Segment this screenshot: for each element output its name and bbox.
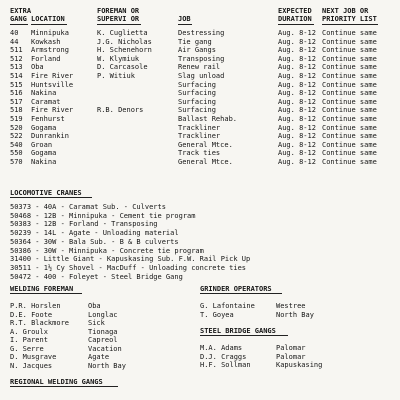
header-duration: EXPECTED DURATION <box>278 7 312 23</box>
gang-job: Surfacing <box>178 89 216 98</box>
table-row <box>0 132 400 140</box>
table-row <box>0 81 400 89</box>
welding-foreman-name: I. Parent <box>10 336 48 344</box>
header-job: JOB <box>178 15 191 23</box>
gang-duration: Aug. 8-12 <box>278 72 316 80</box>
crane-entry: 50472 - 400 - Foleyet - Steel Bridge Gang <box>10 272 183 281</box>
welding-foreman-name: P.R. Horslen <box>10 302 61 310</box>
gang-duration: Aug. 8-12 <box>278 140 316 149</box>
gang-job: Ballast Rehab. <box>178 115 238 123</box>
gang-foreman: R.B. Denors <box>97 106 144 115</box>
grinder-operator-place: North Bay <box>276 310 314 319</box>
gang-number: 540 <box>10 140 23 149</box>
gang-job: Destressing <box>178 29 225 37</box>
welding-foreman-place: Vacation <box>88 344 122 353</box>
crane-entry: 31400 - Little Giant - Kapuskasing Sub. F.W. Rail Pick Up <box>10 255 251 264</box>
gang-location: Kowkash <box>31 37 61 46</box>
gang-number: 520 <box>10 123 23 132</box>
gang-location: Nakina <box>31 158 57 166</box>
gang-next-job: Continue same <box>322 123 377 132</box>
welding-foreman-place: Agate <box>88 353 110 361</box>
gang-location: Gogama <box>31 149 57 158</box>
gang-job: Trackliner <box>178 123 221 132</box>
welding-foreman-place: Oba <box>88 302 101 310</box>
gang-next-job: Continue same <box>322 46 377 55</box>
gang-foreman: K. Cuglietta <box>97 29 148 37</box>
gang-location: Fire River <box>31 106 74 115</box>
welding-foreman-name: R.T. Blackmore <box>10 319 70 327</box>
crane-entry: 50386 - 30W - Minnipuka - Concrete tie program <box>10 246 204 255</box>
gang-foreman: D. Carcasole <box>97 63 148 72</box>
table-row <box>0 106 400 114</box>
header-location: LOCATION <box>31 15 65 23</box>
gang-next-job: Continue same <box>322 149 377 158</box>
gang-duration: Aug. 8-12 <box>278 46 316 55</box>
gang-location: Groan <box>31 140 53 149</box>
header-next: NEXT JOB OR PRIORITY LIST <box>322 7 377 23</box>
gang-foreman: W. Klymiuk <box>97 54 140 63</box>
welding-foreman-name: G. Serre <box>10 344 44 353</box>
gang-job: Surfacing <box>178 97 216 106</box>
gang-next-job: Continue same <box>322 29 377 37</box>
gang-next-job: Continue same <box>322 106 377 115</box>
welding-foreman-name: A. Groulx <box>10 327 48 336</box>
table-row <box>0 38 400 46</box>
gang-number: 40 <box>10 29 19 37</box>
table-row <box>0 124 400 132</box>
gang-number: 550 <box>10 149 23 158</box>
table-row <box>0 149 400 157</box>
header-rule-gang <box>10 24 28 25</box>
bridge-title: STEEL BRIDGE GANGS <box>200 327 276 335</box>
gang-job: Air Gangs <box>178 46 216 55</box>
table-row <box>0 46 400 54</box>
table-row <box>0 89 400 97</box>
welding-foreman-name: N. Jacques <box>10 361 53 370</box>
table-row <box>0 141 400 149</box>
gang-next-job: Continue same <box>322 80 377 89</box>
grinder-title: GRINDER OPERATORS <box>200 285 272 293</box>
gang-job: Surfacing <box>178 106 216 115</box>
gang-job: Track ties <box>178 149 221 158</box>
gang-next-job: Continue same <box>322 72 377 80</box>
regional-title-rule <box>10 386 118 387</box>
crane-entry: 50373 - 40A - Caramat Sub. - Culverts <box>10 203 166 211</box>
gang-duration: Aug. 8-12 <box>278 80 316 89</box>
bridge-gang-name: D.J. Craggs <box>200 352 247 361</box>
welding-foreman-place: Tionaga <box>88 327 118 336</box>
regional-title: REGIONAL WELDING GANGS <box>10 378 103 386</box>
gang-next-job: Continue same <box>322 54 377 63</box>
gang-job: Transposing <box>178 54 225 63</box>
gang-duration: Aug. 8-12 <box>278 37 316 46</box>
crane-entry: 30511 - 1½ Cy Shovel - MacDuff - Unloading concrete ties <box>10 263 247 272</box>
table-row <box>0 115 400 123</box>
gang-number: 570 <box>10 158 23 166</box>
welding-foreman-name: D.E. Foote <box>10 310 53 319</box>
crane-entry: 50364 - 30W - Bala Sub. - B & B culverts <box>10 237 179 246</box>
welding-foreman-place: Capreol <box>88 336 118 344</box>
crane-entry: 50383 - 12B - Forland - Transposing <box>10 220 158 229</box>
table-row <box>0 55 400 63</box>
gang-number: 519 <box>10 115 23 123</box>
gang-duration: Aug. 8-12 <box>278 132 316 141</box>
gang-duration: Aug. 8-12 <box>278 115 316 123</box>
gang-location: Huntsville <box>31 80 74 89</box>
welding-foreman-name: D. Musgrave <box>10 353 57 361</box>
gang-location: Caramat <box>31 97 61 106</box>
gang-number: 513 <box>10 63 23 72</box>
gang-next-job: Continue same <box>322 63 377 72</box>
gang-foreman: J.G. Nicholas <box>97 37 152 46</box>
gang-duration: Aug. 8-12 <box>278 149 316 158</box>
bridge-title-rule <box>200 335 288 336</box>
crane-entry: 50239 - 14L - Agate - Unloading material <box>10 229 179 238</box>
bridge-gang-place: Palomar <box>276 352 306 361</box>
grinder-operator-place: Westree <box>276 302 306 310</box>
gang-job: Slag unload <box>178 72 225 80</box>
header-foreman: FOREMAN OR SUPERVI OR <box>97 7 140 23</box>
gang-job: General Mtce. <box>178 158 233 166</box>
welding-foreman-place: North Bay <box>88 361 126 370</box>
bridge-gang-place: Palomar <box>276 344 306 352</box>
gang-number: 511 <box>10 46 23 55</box>
grinder-title-rule <box>200 293 282 294</box>
gang-number: 515 <box>10 80 23 89</box>
gang-location: Fire River <box>31 72 74 80</box>
gang-location: Armstrong <box>31 46 69 55</box>
gang-next-job: Continue same <box>322 132 377 141</box>
gang-next-job: Continue same <box>322 97 377 106</box>
header-rule-next <box>322 24 378 25</box>
gang-duration: Aug. 8-12 <box>278 89 316 98</box>
welding-title-rule <box>10 293 82 294</box>
gang-location: Minnipuka <box>31 29 69 37</box>
gang-duration: Aug. 8-12 <box>278 106 316 115</box>
header-rule-foreman <box>97 24 141 25</box>
gang-location: Forland <box>31 54 61 63</box>
grinder-operator-name: G. Lafontaine <box>200 302 255 310</box>
header-rule-location <box>31 24 67 25</box>
gang-job: General Mtce. <box>178 140 233 149</box>
header-gang: EXTRA GANG <box>10 7 32 23</box>
welding-foreman-place: Sick <box>88 319 105 327</box>
bridge-gang-place: Kapuskasing <box>276 361 323 369</box>
gang-location: Oba <box>31 63 44 72</box>
cranes-title-rule <box>10 197 92 198</box>
gang-next-job: Continue same <box>322 115 377 123</box>
gang-location: Dunrankin <box>31 132 69 141</box>
gang-duration: Aug. 8-12 <box>278 158 316 166</box>
cranes-title: LOCOMOTIVE CRANES <box>10 189 82 197</box>
gang-location: Nakina <box>31 89 57 98</box>
gang-duration: Aug. 8-12 <box>278 29 316 37</box>
gang-duration: Aug. 8-12 <box>278 97 316 106</box>
table-row <box>0 158 400 166</box>
gang-number: 514 <box>10 72 23 80</box>
grinder-operator-name: T. Goyea <box>200 310 234 319</box>
welding-foreman-place: Longlac <box>88 310 118 319</box>
table-row <box>0 63 400 71</box>
gang-job: Tie gang <box>178 37 212 46</box>
gang-next-job: Continue same <box>322 37 377 46</box>
gang-foreman: P. Witiuk <box>97 72 135 80</box>
gang-duration: Aug. 8-12 <box>278 54 316 63</box>
gang-next-job: Continue same <box>322 140 377 149</box>
gang-number: 512 <box>10 54 23 63</box>
gang-location: Gogama <box>31 123 57 132</box>
table-row <box>0 72 400 80</box>
crane-entry: 50468 - 12B - Minnipuka - Cement tie program <box>10 211 196 220</box>
gang-job: Trackliner <box>178 132 221 141</box>
gang-duration: Aug. 8-12 <box>278 123 316 132</box>
gang-number: 516 <box>10 89 23 98</box>
gang-job: Surfacing <box>178 80 216 89</box>
gang-number: 522 <box>10 132 23 141</box>
welding-title: WELDING FOREMAN <box>10 285 74 293</box>
table-row <box>0 29 400 37</box>
gang-location: Fenhurst <box>31 115 65 123</box>
gang-duration: Aug. 8-12 <box>278 63 316 72</box>
gang-number: 518 <box>10 106 23 115</box>
gang-job: Renew rail <box>178 63 221 72</box>
gang-number: 517 <box>10 97 23 106</box>
table-row <box>0 98 400 106</box>
gang-next-job: Continue same <box>322 158 377 166</box>
bridge-gang-name: H.F. Sollman <box>200 361 251 369</box>
header-rule-duration <box>278 24 314 25</box>
gang-number: 44 <box>10 37 19 46</box>
header-rule-job <box>178 24 192 25</box>
bridge-gang-name: M.A. Adams <box>200 344 243 352</box>
gang-next-job: Continue same <box>322 89 377 98</box>
gang-foreman: H. Schenehorn <box>97 46 152 55</box>
